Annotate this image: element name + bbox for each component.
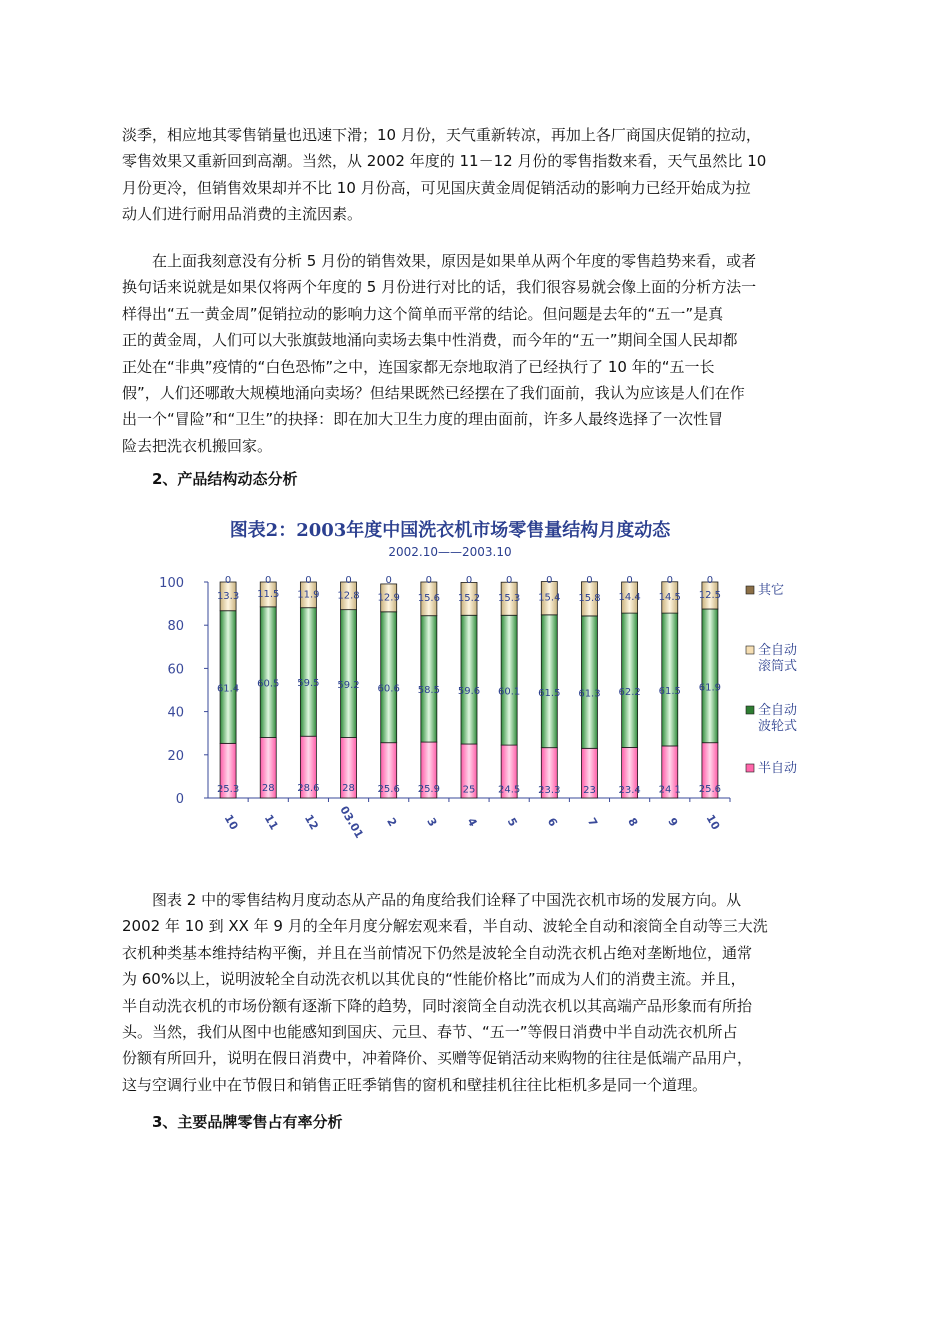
bar-segment xyxy=(581,616,597,748)
x-tick-label: 10 xyxy=(703,812,723,833)
text-line: 图表 2 中的零售结构月度动态从产品的角度给我们诠释了中国洗衣机市场的发展方向。从 xyxy=(152,891,742,909)
data-label: 25.6 xyxy=(377,784,400,796)
chart-title: 图表2：2003年度中国洗衣机市场零售量结构月度动态 xyxy=(229,520,671,541)
paragraph-2 xyxy=(122,248,756,459)
legend-swatch xyxy=(746,764,754,772)
x-tick-label: 3 xyxy=(424,815,440,829)
text-line: 正的黄金周，人们可以大张旗鼓地涌向卖场去集中性消费，而今年的“五一”期间全国人民却都 xyxy=(122,331,738,350)
bar-segment xyxy=(501,615,517,745)
x-tick-label: 10 xyxy=(221,812,241,833)
data-label: 60.1 xyxy=(498,686,521,698)
legend-label: 滚筒式 xyxy=(758,659,798,674)
section-heading-2: 2、产品结构动态分析 xyxy=(152,470,298,488)
text-line: 衣机种类基本维持结构平衡，并且在当前情况下仍然是波轮全自动洗衣机占绝对垄断地位，通常 xyxy=(122,943,753,962)
data-label: 28 xyxy=(261,783,275,795)
data-label: 28.6 xyxy=(297,782,320,794)
data-label: 15.4 xyxy=(538,592,561,604)
bar-segment xyxy=(461,615,477,744)
legend-label: 全自动 xyxy=(758,643,798,658)
y-tick-label: 100 xyxy=(159,576,184,591)
bar-segment xyxy=(541,615,557,748)
legend-label: 半自动 xyxy=(758,761,798,776)
data-label: 62.2 xyxy=(618,687,641,699)
x-tick-label: 4 xyxy=(464,815,480,829)
data-label: 59.2 xyxy=(337,679,360,691)
data-label: 60.6 xyxy=(377,683,400,695)
data-label: 24.5 xyxy=(498,784,521,796)
legend-swatch xyxy=(746,586,754,594)
data-label: 0 xyxy=(425,575,433,586)
data-label: 61.3 xyxy=(578,688,601,700)
y-tick-label: 0 xyxy=(175,792,184,807)
text-line: 假”，人们还哪敢大规模地涌向卖场？但结果既然已经摆在了我们面前，我认为应该是人们在作 xyxy=(122,384,745,403)
x-tick-label: 11 xyxy=(261,812,281,833)
x-tick-label: 9 xyxy=(665,815,681,829)
data-label: 0 xyxy=(706,575,714,586)
y-tick-label: 80 xyxy=(167,619,184,635)
text-line: 零售效果又重新回到高潮。当然，从 2002 年度的 11－12 月份的零售指数来看，天气虽然比 10 xyxy=(122,152,767,171)
section-heading-3: 3、主要品牌零售占有率分析 xyxy=(152,1113,343,1131)
data-label: 24 1 xyxy=(658,784,681,796)
data-label: 11.9 xyxy=(297,589,320,601)
data-label: 0 xyxy=(586,575,593,586)
data-label: 59.5 xyxy=(297,678,320,690)
data-label: 61.9 xyxy=(698,682,722,694)
data-label: 25.6 xyxy=(698,784,722,796)
data-label: 15.6 xyxy=(417,593,440,605)
x-tick-label: 03.01 xyxy=(337,803,366,841)
x-tick-label: 2 xyxy=(384,815,400,829)
plot-area xyxy=(159,575,797,841)
data-label: 0 xyxy=(465,575,473,586)
data-label: 15.2 xyxy=(457,593,481,605)
chart-svg xyxy=(150,514,800,854)
data-label: 61.4 xyxy=(216,683,240,695)
data-label: 15.8 xyxy=(578,593,601,605)
text-line: 2002 年 10 到 XX 年 9 月的全年月度分解宏观来看，半自动、波轮全自动和滚筒全自动等三大洗 xyxy=(122,917,768,936)
bar-segment xyxy=(662,613,678,746)
data-label: 59.6 xyxy=(457,685,481,697)
y-tick-label: 20 xyxy=(167,748,184,764)
bar-segment xyxy=(300,608,316,737)
text-line: 这与空调行业中在节假日和销售正旺季销售的窗机和壁挂机往往比柜机多是同一个道理。 xyxy=(122,1075,708,1094)
text-line: 为 60%以上，说明波轮全自动洗衣机以其优良的“性能价格比”而成为人们的消费主流。并且， xyxy=(122,970,746,989)
data-label: 60.5 xyxy=(257,678,280,690)
data-label: 25.3 xyxy=(216,784,240,796)
x-tick-label: 7 xyxy=(584,815,601,829)
bar-segment xyxy=(421,616,437,742)
bar-segment xyxy=(260,607,276,738)
data-label: 0 xyxy=(505,575,513,586)
data-label: 25.9 xyxy=(417,783,440,795)
data-label: 61.5 xyxy=(538,687,561,699)
data-label: 0 xyxy=(666,575,673,586)
data-label: 12.8 xyxy=(337,590,360,602)
x-tick-label: 8 xyxy=(625,815,641,829)
text-line: 淡季，相应地其零售销量也迅速下滑；10 月份，天气重新转凉，再加上各厂商国庆促销的拉动， xyxy=(122,126,761,144)
data-label: 11.5 xyxy=(257,589,280,601)
text-line: 半自动洗衣机的市场份额有逐渐下降的趋势，同时滚筒全自动洗衣机以其高端产品形象而有所抬 xyxy=(122,996,753,1015)
data-label: 23.3 xyxy=(538,784,561,796)
text-line: 险去把洗衣机搬回家。 xyxy=(122,436,273,455)
bar-segment xyxy=(381,612,397,743)
bar-segment xyxy=(622,613,638,747)
legend-swatch xyxy=(746,706,754,714)
x-tick-label: 6 xyxy=(544,815,560,829)
data-label: 0 xyxy=(224,575,232,586)
text-line: 换句话来说就是如果仅将两个年度的 5 月份进行对比的话，我们很容易就会像上面的分析方法一 xyxy=(122,278,757,297)
y-tick-label: 60 xyxy=(167,662,184,678)
legend-label: 波轮式 xyxy=(758,719,798,734)
text-line: 头。当然，我们从图中也能感知到国庆、元旦、春节、“五一”等假日消费中半自动洗衣机所占 xyxy=(122,1023,738,1042)
data-label: 61.5 xyxy=(658,686,681,698)
text-line: 份额有所回升，说明在假日消费中，冲着降价、买赠等促销活动来购物的往往是低端产品用户， xyxy=(122,1049,753,1068)
text-line: 在上面我刻意没有分析 5 月份的销售效果，原因是如果单从两个年度的零售趋势来看，或者 xyxy=(152,252,757,270)
data-label: 25 xyxy=(462,784,476,796)
bar-segment xyxy=(220,611,236,744)
data-label: 0 xyxy=(385,575,392,586)
text-line: 正处在“非典”疫情的“白色恐怖”之中，连国家都无奈地取消了已经执行了 10 年的“五一长 xyxy=(122,357,715,376)
y-tick-label: 40 xyxy=(167,705,184,721)
x-tick-label: 5 xyxy=(504,815,520,829)
text-line: 出一个“冒险”和“卫生”的抉择：即在加大卫生力度的理由面前，许多人最终选择了一次性冒 xyxy=(122,410,724,429)
data-label: 14.4 xyxy=(618,591,641,603)
legend-label: 其它 xyxy=(758,583,785,598)
data-label: 58.5 xyxy=(417,684,440,696)
text-line: 动人们进行耐用品消费的主流因素。 xyxy=(122,205,363,224)
data-label: 12.5 xyxy=(698,590,722,602)
legend-swatch xyxy=(746,646,754,654)
data-label: 0 xyxy=(265,575,272,586)
text-line: 样得出“五一黄金周”促销拉动的影响力这个简单而平常的结论。但问题是去年的“五一”是真 xyxy=(122,304,724,323)
data-label: 0 xyxy=(345,575,352,586)
data-label: 13.3 xyxy=(216,590,240,602)
bar-segment xyxy=(341,610,357,738)
legend-label: 全自动 xyxy=(758,703,798,718)
data-label: 28 xyxy=(342,783,355,795)
structure-chart xyxy=(150,514,800,854)
bar-segment xyxy=(702,609,718,743)
x-tick-label: 12 xyxy=(301,812,321,833)
data-label: 23.4 xyxy=(618,784,641,796)
data-label: 14.5 xyxy=(658,591,681,603)
data-label: 12.9 xyxy=(377,592,400,604)
data-label: 0 xyxy=(626,575,633,586)
data-label: 15.3 xyxy=(498,593,521,605)
text-line: 月份更冷，但销售效果却并不比 10 月份高，可见国庆黄金周促销活动的影响力已经开始成为拉 xyxy=(122,178,751,197)
data-label: 0 xyxy=(305,575,312,586)
chart-subtitle: 2002.10——2003.10 xyxy=(388,545,512,559)
paragraph-1 xyxy=(122,122,766,228)
data-label: 23 xyxy=(583,785,596,797)
paragraph-3 xyxy=(122,887,768,1098)
data-label: 0 xyxy=(546,575,553,586)
